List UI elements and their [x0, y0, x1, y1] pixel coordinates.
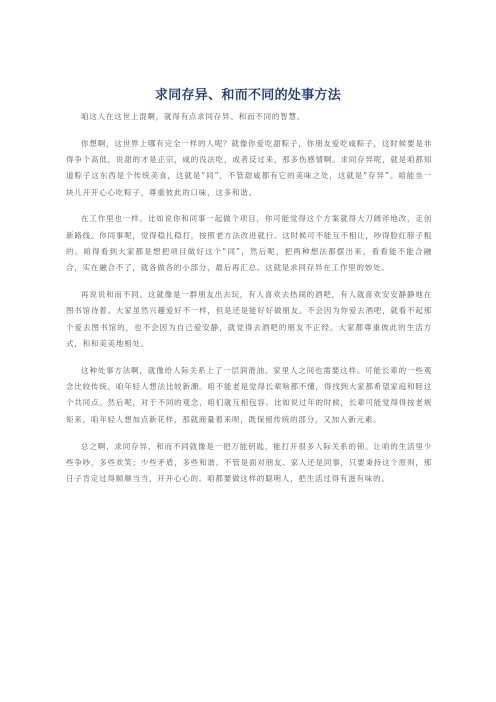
paragraph-conclusion: 总之啊，求同存异、和而不同就像是一把万能钥匙，能打开很多人际关系的锁。让咱的生活里少些争吵，多些欢笑；少些矛盾，多些和谐。不管是面对朋友、家人还是同事，只要秉持这个原则，那日子肯定过得顺顺当当，开开心心的。咱都要做这样的聪明人，把生活过得有滋有味的。: [66, 441, 432, 484]
paragraph-friends: 再说说和而不同。这就像是一群朋友出去玩，有人喜欢去热闹的酒吧，有人就喜欢安安静静地在图书馆待着。大家虽然兴趣爱好不一样，但是还是能好好做朋友。不会因为你爱去酒吧，就看不起那个爱去图书馆的，也不会因为自己爱安静，就觉得去酒吧的朋友不正经。大家都尊重彼此的生活方式，和和美美地相处。: [66, 290, 432, 349]
paragraph-intro: 咱这人在这世上混啊，就得有点求同存异、和而不同的智慧。: [81, 112, 306, 121]
document-title: 求同存异、和而不同的处事方法: [154, 88, 342, 103]
paragraph-zongzi: 你想啊，这世界上哪有完全一样的人呢？就像你爱吃甜粽子，你朋友爱吃咸粽子，这时候要是非得争个高低，说甜的才是正宗，咸的没法吃，或者反过来，那多伤感情啊。求同存异呢，就是咱都知道粽子这东西是个传统美食，这就是“同”，不管甜咸都有它的美味之处，这就是“存异”。咱能坐一块儿开开心心吃粽子，尊重彼此的口味，这多和谐。: [66, 138, 432, 197]
paragraph-work: 在工作里也一样。比如说你和同事一起做个项目，你可能觉得这个方案就得大刀阔斧地改，走创新路线。你同事呢，觉得稳扎稳打，按照老方法改进就行。这时候可不能互不相让，吵得脸红脖子粗的。咱得看到大家都是想把项目做好这个“同”，然后呢，把两种想法都摆出来，看看能不能合融合，实在融合不了，就各做各的小部分，最后再汇总。这就是求同存异在工作里的妙处。: [66, 214, 432, 273]
paragraph-family: 这种处事方法啊，就像给人际关系上了一层润滑油。家里人之间也需要这样。可能长辈的一些观念比较传统，咱年轻人想法比较新潮。咱不能老是觉得长辈啥都不懂，得找到大家都希望家庭和睦这个共同点。然后呢，对于不同的观念，咱们就互相包容。比如说过年的时候，长辈可能觉得得按老规矩来，咱年轻人想加点新花样，那就商量着来呗，既保留传统的部分，又加入新元素。: [66, 365, 432, 424]
document-body: [66, 109, 432, 498]
